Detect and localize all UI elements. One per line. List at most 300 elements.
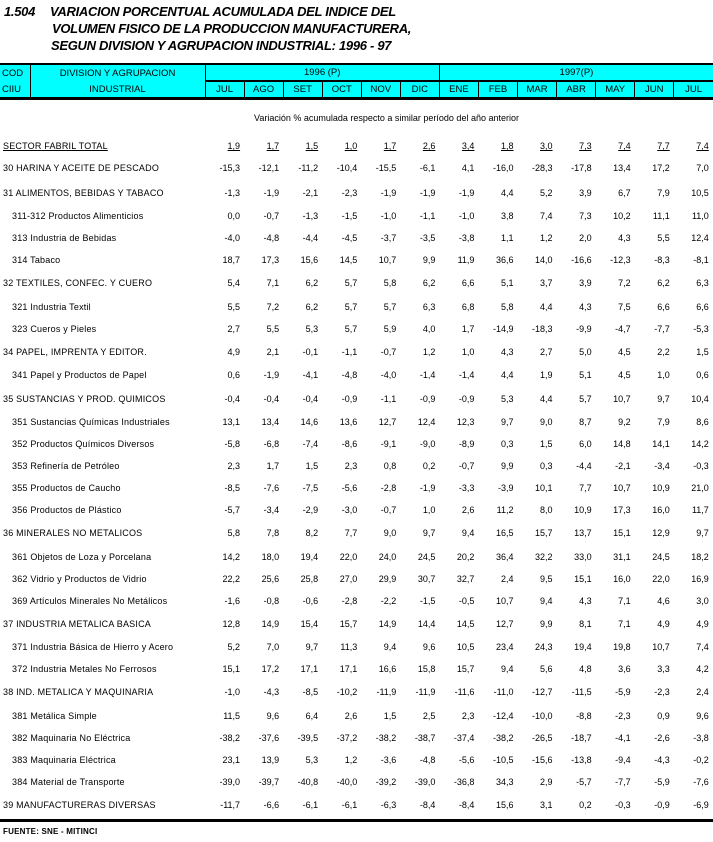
table-header [0,63,713,100]
group-row [0,568,713,590]
cell-value: 12,9 [652,528,670,539]
cell-value: -1,4 [458,370,475,381]
total-row [0,136,713,156]
row-label: 35 SUSTANCIAS Y PROD. QUIMICOS [3,393,166,404]
cell-value: -4,0 [224,233,241,244]
title-line-1 [4,3,411,20]
cell-value: -0,9 [341,393,358,404]
cell-value: -5,7 [224,504,241,515]
cell-value: 5,8 [500,301,514,312]
cell-value: -2,1 [302,187,319,198]
cell-value: -10,2 [336,687,358,698]
cell-value: 3,8 [500,211,514,222]
cell-value: 18,2 [691,551,709,562]
cell-value: 16,5 [495,528,514,539]
cell-value: -7,6 [263,482,280,493]
cell-value: -0,7 [380,347,397,358]
group-row [0,477,713,499]
cell-value: -4,8 [419,754,436,765]
cell-value: 7,8 [266,528,280,539]
cell-value: 8,0 [540,504,553,515]
cell-value: -38,2 [375,732,397,743]
header-month: ENE [439,81,478,99]
header-ciiu: CIIU [2,83,21,95]
row-label: 32 TEXTILES, CONFEC. Y CUERO [3,278,153,289]
cell-value: -9,0 [419,438,436,449]
cell-value: -1,6 [224,595,241,606]
row-label: 311-312 Productos Alimenticios [12,211,144,222]
cell-value: 4,4 [540,393,553,404]
cell-value: 10,7 [495,595,514,606]
cell-value: 7,7 [344,528,358,539]
cell-value: 5,2 [227,642,241,653]
cell-value: 10,9 [574,504,592,515]
cell-value: -0,8 [263,595,280,606]
cell-value: 10,7 [378,255,397,266]
table-body [0,136,713,817]
cell-value: -6,6 [263,800,280,811]
cell-value: 1,7 [266,141,280,151]
cell-value: 6,2 [657,278,670,289]
cell-value: -1,9 [263,187,280,198]
cell-value: 5,4 [227,278,241,289]
group-row [0,249,713,271]
cell-value: -3,5 [419,233,436,244]
cell-value: -9,1 [380,438,397,449]
cell-value: 3,3 [657,664,670,675]
cell-value: 5,6 [540,664,553,675]
cell-value: 5,7 [383,301,397,312]
cell-value: -9,4 [615,754,631,765]
cell-value: -8,3 [654,255,670,266]
cell-value: 17,3 [613,504,631,515]
cell-value: 5,8 [227,528,241,539]
cell-value: -39,7 [258,776,280,787]
row-label: 356 Productos de Plástico [12,504,122,515]
cell-value: 3,0 [696,595,709,606]
cell-value: -0,7 [458,460,475,471]
header-month: MAR [518,81,557,99]
cell-value: 6,7 [618,187,631,198]
cell-value: -0,1 [302,347,319,358]
cell-value: -18,7 [571,732,592,743]
cell-value: 7,2 [618,278,631,289]
cell-value: 1,9 [540,370,553,381]
cell-value: 1,5 [696,347,709,358]
cell-value: -2,9 [302,504,319,515]
cell-value: 15,6 [495,800,514,811]
header-month: JUL [674,81,713,99]
cell-value: 9,6 [266,710,280,721]
header-year-1996: 1996 (P) [205,64,439,81]
title-line-2: VOLUMEN FISICO DE LA PRODUCCION MANUFACTURERA, [52,21,412,36]
cell-value: 1,7 [383,141,397,151]
cell-value: 9,0 [540,416,553,427]
cell-value: 4,0 [422,323,436,334]
cell-value: 9,4 [383,642,397,653]
cell-value: 4,5 [618,370,631,381]
header-month: JUL [205,81,244,99]
cell-value: -38,7 [414,732,436,743]
cell-value: -1,1 [419,211,436,222]
cell-value: -1,5 [419,595,436,606]
cell-value: -7,7 [654,323,670,334]
cell-value: 3,0 [540,141,553,151]
cell-value: -37,2 [336,732,358,743]
cell-value: 2,3 [344,460,358,471]
cell-value: 10,5 [456,642,475,653]
cell-value: 24,0 [378,551,397,562]
title-text-1: VARIACION PORCENTUAL ACUMULADA DEL INDICE DEL [50,4,396,19]
row-label: 30 HARINA Y ACEITE DE PESCADO [3,163,160,174]
cell-value: -0,3 [615,800,631,811]
cell-value: 34,3 [495,776,514,787]
cell-value: 2,6 [422,141,436,151]
header-month: DIC [400,81,439,99]
cell-value: 14,9 [261,618,280,629]
cell-value: -13,8 [571,754,592,765]
cell-value: -2,8 [380,482,397,493]
cell-value: 13,9 [261,754,280,765]
group-row [0,499,713,521]
group-row [0,705,713,727]
cell-value: 1,2 [422,347,436,358]
cell-value: -6,1 [341,800,358,811]
cell-value: 11,3 [340,642,358,653]
row-label: 36 MINERALES NO METALICOS [3,528,143,539]
header-month: SET [283,81,322,99]
cell-value: 5,3 [305,323,319,334]
cell-value: 10,4 [691,393,709,404]
cell-value: 14,5 [339,255,358,266]
cell-value: 1,8 [500,141,514,151]
cell-value: 7,7 [579,482,592,493]
cell-value: 2,2 [657,347,670,358]
cell-value: -5,9 [615,687,631,698]
cell-value: 17,1 [339,664,358,675]
cell-value: -1,9 [419,187,436,198]
cell-value: 5,5 [266,323,280,334]
cell-value: 8,2 [305,528,319,539]
cell-value: 6,3 [696,278,709,289]
cell-value: 16,6 [378,664,397,675]
cell-value: 12,8 [222,618,241,629]
cell-value: 7,3 [579,211,592,222]
cell-value: 24,5 [652,551,670,562]
cell-value: 13,1 [222,416,241,427]
cell-value: 14,2 [691,438,709,449]
cell-value: 7,4 [696,141,709,151]
cell-value: -4,1 [615,732,631,743]
header-month: OCT [322,81,361,99]
title-line-3: SEGUN DIVISION Y AGRUPACION INDUSTRIAL: 1996 - 97 [51,38,392,53]
cell-value: -11,0 [493,687,514,698]
cell-value: 2,1 [266,347,280,358]
cell-value: 1,5 [305,460,319,471]
cell-value: -4,0 [380,370,397,381]
header-month: NOV [361,81,400,99]
cell-value: -5,6 [341,482,358,493]
cell-value: 5,5 [657,233,670,244]
cell-value: 1,1 [500,233,514,244]
group-row [0,727,713,749]
row-label: 352 Productos Químicos Diversos [12,438,155,449]
cell-value: 13,4 [261,416,280,427]
cell-value: 24,5 [417,551,436,562]
cell-value: -12,3 [610,255,631,266]
cell-value: -37,4 [453,732,475,743]
cell-value: 6,3 [422,301,436,312]
cell-value: 9,7 [305,642,319,653]
cell-value: -40,8 [297,776,319,787]
cell-value: 7,1 [266,278,280,289]
row-label: 371 Industria Básica de Hierro y Acero [12,642,174,653]
cell-value: 9,9 [422,255,436,266]
cell-value: -16,6 [571,255,592,266]
cell-value: -4,3 [263,687,280,698]
cell-value: 4,9 [696,618,709,629]
cell-value: 9,9 [540,618,553,629]
cell-value: 8,6 [696,416,709,427]
row-label: 323 Cueros y Pieles [12,323,97,334]
cell-value: 2,5 [422,710,436,721]
cell-value: -39,0 [414,776,436,787]
cell-value: 17,1 [300,664,319,675]
cell-value: 9,7 [500,416,514,427]
cell-value: 11,2 [496,504,514,515]
cell-value: -3,0 [341,504,358,515]
cell-value: 0,2 [579,800,592,811]
row-label: 382 Maquinaria No Eléctrica [12,732,131,743]
cell-value: 2,4 [500,573,514,584]
cell-value: 3,9 [579,187,592,198]
cell-value: 4,9 [227,347,241,358]
cell-value: 14,4 [417,618,436,629]
cell-value: 23,1 [222,754,241,765]
cell-value: 15,6 [300,255,319,266]
cell-value: 4,3 [579,595,592,606]
cell-value: 12,7 [495,618,514,629]
cell-value: 4,4 [540,301,553,312]
cell-value: 1,7 [266,460,280,471]
cell-value: 10,9 [652,482,670,493]
cell-value: 15,7 [535,528,553,539]
cell-value: -0,3 [693,460,709,471]
row-label: 355 Productos de Caucho [12,482,121,493]
cell-value: 20,2 [456,551,475,562]
cell-value: 1,9 [227,141,241,151]
group-row [0,455,713,477]
group-row [0,658,713,680]
header-month: MAY [596,81,635,99]
cell-value: -14,9 [492,323,514,334]
cell-value: 29,9 [378,573,397,584]
row-label: 321 Industria Textil [12,301,91,312]
cell-value: 6,2 [305,301,319,312]
cell-value: 27,0 [339,573,358,584]
cell-value: 0,6 [696,370,709,381]
cell-value: -0,4 [263,393,280,404]
cell-value: 17,2 [652,163,670,174]
table-subtitle: Variación % acumulada respecto a similar período del año anterior [254,113,519,123]
cell-value: 31,1 [613,551,631,562]
row-label: 34 PAPEL, IMPRENTA Y EDITOR. [3,347,147,358]
cell-value: -18,3 [532,323,553,334]
cell-value: -11,5 [571,687,592,698]
cell-value: 3,7 [540,278,553,289]
cell-value: 2,7 [227,323,241,334]
cell-value: 4,8 [579,664,592,675]
cell-value: 6,6 [696,301,709,312]
row-label: 39 MANUFACTURERAS DIVERSAS [3,800,156,811]
cell-value: -1,9 [458,187,475,198]
row-label: 372 Industria Metales No Ferrosos [12,664,157,675]
cell-value: -9,9 [576,323,592,334]
cell-value: 6,2 [422,278,436,289]
row-label: 351 Sustancias Químicas Industriales [12,416,170,427]
division-row [0,386,713,411]
cell-value: 5,7 [344,278,358,289]
group-row [0,771,713,793]
cell-value: 2,3 [227,460,241,471]
cell-value: -12,4 [492,710,514,721]
cell-value: -40,0 [336,776,358,787]
group-row [0,433,713,455]
cell-value: -4,4 [576,460,592,471]
cell-value: -1,1 [341,347,358,358]
cell-value: 36,6 [495,255,514,266]
cell-value: 15,4 [300,618,319,629]
cell-value: 14,1 [652,438,670,449]
cell-value: -8,1 [693,255,709,266]
group-row [0,296,713,318]
row-label: 361 Objetos de Loza y Porcelana [12,551,152,562]
row-label: 353 Refinería de Petróleo [12,460,120,471]
header-month: FEB [478,81,517,99]
cell-value: 18,7 [222,255,241,266]
cell-value: 1,0 [422,504,436,515]
cell-value: 7,4 [696,642,709,653]
cell-value: -12,7 [532,687,553,698]
cell-value: 1,5 [383,710,397,721]
cell-value: -38,2 [492,732,514,743]
cell-value: 7,2 [266,301,280,312]
cell-value: 16,0 [652,504,670,515]
row-label: 314 Tabaco [12,255,61,266]
cell-value: 3,6 [618,664,631,675]
cell-value: 9,7 [422,528,436,539]
cell-value: -4,5 [341,233,358,244]
cell-value: 9,2 [618,416,631,427]
cell-value: 5,2 [540,187,553,198]
cell-value: -6,9 [693,800,709,811]
cell-value: 13,6 [339,416,358,427]
cell-value: -1,5 [341,211,358,222]
cell-value: 5,1 [579,370,592,381]
cell-value: -2,3 [654,687,670,698]
cell-value: -7,5 [302,482,319,493]
cell-value: 0,3 [500,438,514,449]
cell-value: 8,1 [579,618,592,629]
bottom-rule [0,819,713,822]
cell-value: -8,6 [341,438,358,449]
cell-value: 5,9 [383,323,397,334]
cell-value: -39,2 [375,776,397,787]
cell-value: -5,8 [224,438,241,449]
cell-value: 6,6 [657,301,670,312]
cell-value: -38,2 [219,732,241,743]
cell-value: 13,4 [613,163,631,174]
row-label: 38 IND. METALICA Y MAQUINARIA [3,687,154,698]
cell-value: 5,0 [579,347,592,358]
cell-value: -5,6 [458,754,475,765]
cell-value: 7,0 [266,642,280,653]
header-month: ABR [557,81,596,99]
cell-value: -10,4 [336,163,358,174]
cell-value: 7,9 [657,416,670,427]
cell-value: 5,3 [305,754,319,765]
cell-value: -5,3 [693,323,709,334]
group-row [0,636,713,658]
row-label: 369 Artículos Minerales No Metálicos [12,595,168,606]
cell-value: 9,0 [383,528,397,539]
cell-value: -0,4 [224,393,241,404]
cell-value: -11,6 [454,687,475,698]
cell-value: 4,3 [618,233,631,244]
cell-value: 12,3 [456,416,475,427]
cell-value: -15,3 [219,163,241,174]
cell-value: -10,0 [532,710,553,721]
cell-value: 5,5 [227,301,241,312]
source-note: FUENTE: SNE - MITINCI [3,827,98,836]
cell-value: -4,8 [263,233,280,244]
cell-value: -11,7 [220,800,241,811]
cell-value: -6,3 [380,800,397,811]
cell-value: 15,1 [613,528,631,539]
cell-value: 10,2 [613,211,631,222]
header-month: AGO [244,81,283,99]
cell-value: 17,2 [261,664,280,675]
cell-value: -39,0 [219,776,241,787]
row-label: 37 INDUSTRIA METALICA BASICA [3,618,151,629]
cell-value: -0,2 [693,754,709,765]
cell-value: 15,1 [222,664,241,675]
cell-value: -7,4 [302,438,319,449]
cell-value: 5,7 [344,323,358,334]
cell-value: 2,6 [461,504,475,515]
cell-value: 2,7 [540,347,553,358]
cell-value: 6,6 [461,278,475,289]
cell-value: 4,9 [657,618,670,629]
cell-value: 22,2 [222,573,241,584]
cell-value: 14,0 [535,255,553,266]
cell-value: -1,0 [224,687,241,698]
cell-value: -11,9 [376,687,397,698]
cell-value: 3,9 [579,278,592,289]
cell-value: 12,4 [691,233,709,244]
cell-value: 30,7 [417,573,436,584]
header-division-1: DIVISION Y AGRUPACION [30,64,205,81]
division-row [0,793,713,818]
cell-value: 21,0 [691,482,709,493]
cell-value: 36,4 [495,551,514,562]
cell-value: -0,6 [302,595,319,606]
cell-value: -4,4 [302,233,319,244]
cell-value: 10,1 [535,482,553,493]
cell-value: 0,9 [657,710,670,721]
cell-value: 1,7 [461,323,475,334]
cell-value: 4,1 [461,163,475,174]
